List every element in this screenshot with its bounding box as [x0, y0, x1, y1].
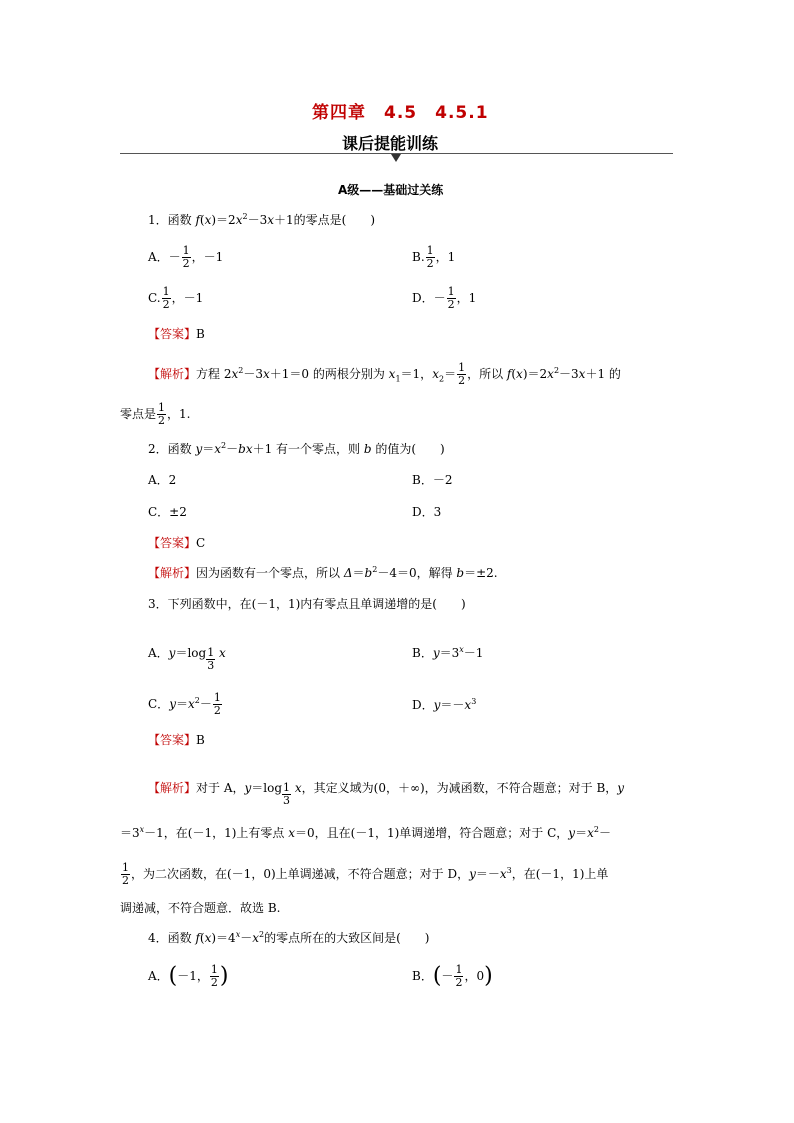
q4-option-a: A．(－1， $\frac{1}{2}$ )	[148, 963, 229, 989]
q3-option-c: C．$y=x^2-$ $\frac{1}{2}$	[148, 691, 221, 717]
q1-analysis-line2: 零点是 $\frac{1}{2}$ ，1.	[120, 401, 191, 427]
q4-option-b: B．(－ $\frac{1}{2}$ ，0)	[412, 963, 493, 989]
q2-answer: 【答案】C	[148, 536, 206, 550]
q3-analysis-line3: $\frac{1}{2}$ ，为二次函数，在(－1，0)上单调递减，不符合题意；对于 D，$y=-x^3$，在(－1，1)上单	[122, 861, 609, 887]
q3-analysis-line2: $=3^x-1$，在(－1，1)上有零点 x＝0，且在(－1，1)单调递增，符合题意；对于 C，$y=x^2-$	[120, 825, 611, 840]
q3-option-d: D．$y=-x^3$	[412, 697, 477, 712]
q1-analysis-line1: 【解析】方程 $2x^2-3x+1=0$ 的两根分别为 $x_1=1$，$x_2=$ $\frac{1}{2}$ ，所以 $f(x)=2x^2-3x+1$ 的	[148, 361, 621, 387]
q1-option-d: D．－ $\frac{1}{2}$ ，1	[412, 285, 477, 311]
q1-stem: 1．函数 $f(x)=2x^2-3x+1$的零点是( )	[148, 212, 375, 227]
q3-stem: 3．下列函数中，在(－1，1)内有零点且单调递增的是( )	[148, 597, 466, 611]
q1-option-c: C. $\frac{1}{2}$ ，－1	[148, 285, 204, 311]
q2-option-a: A．2	[148, 473, 177, 487]
page-subtitle: 课后提能训练	[342, 134, 439, 153]
q4-stem: 4．函数 $f(x)=4^x-x^2$的零点所在的大致区间是( )	[148, 930, 430, 945]
q3-option-b: B．$y=3^x-1$	[412, 645, 484, 660]
q1-option-a: A．－ $\frac{1}{2}$ ，－1	[148, 244, 224, 270]
q3-option-a: A．y＝log $\frac{1}{3}$ x	[148, 646, 226, 672]
q1-option-b: B. $\frac{1}{2}$ ，1	[412, 244, 456, 270]
q3-analysis-line1: 【解析】对于 A，y＝log $\frac{1}{3}$ x，其定义域为(0，＋∞)，为减函数，不符合题意；对于 B，y	[148, 781, 625, 807]
section-title: A级——基础过关练	[338, 183, 444, 197]
header-triangle-marker	[391, 154, 401, 162]
q2-stem: 2．函数 $y=x^2-bx+1$ 有一个零点，则 b 的值为( )	[148, 441, 445, 456]
q2-option-c: C．±2	[148, 505, 187, 519]
q3-analysis-line4: 调递减，不符合题意．故选 B.	[120, 901, 281, 915]
q2-option-b: B．－2	[412, 473, 453, 487]
q1-answer: 【答案】B	[148, 327, 205, 341]
q3-answer: 【答案】B	[148, 733, 205, 747]
q2-option-d: D．3	[412, 505, 442, 519]
chapter-title: 第四章 4.5 4.5.1	[312, 103, 489, 123]
q2-analysis: 【解析】因为函数有一个零点，所以 $\Delta=b^2-4=0$，解得 b＝±2.	[148, 565, 498, 580]
